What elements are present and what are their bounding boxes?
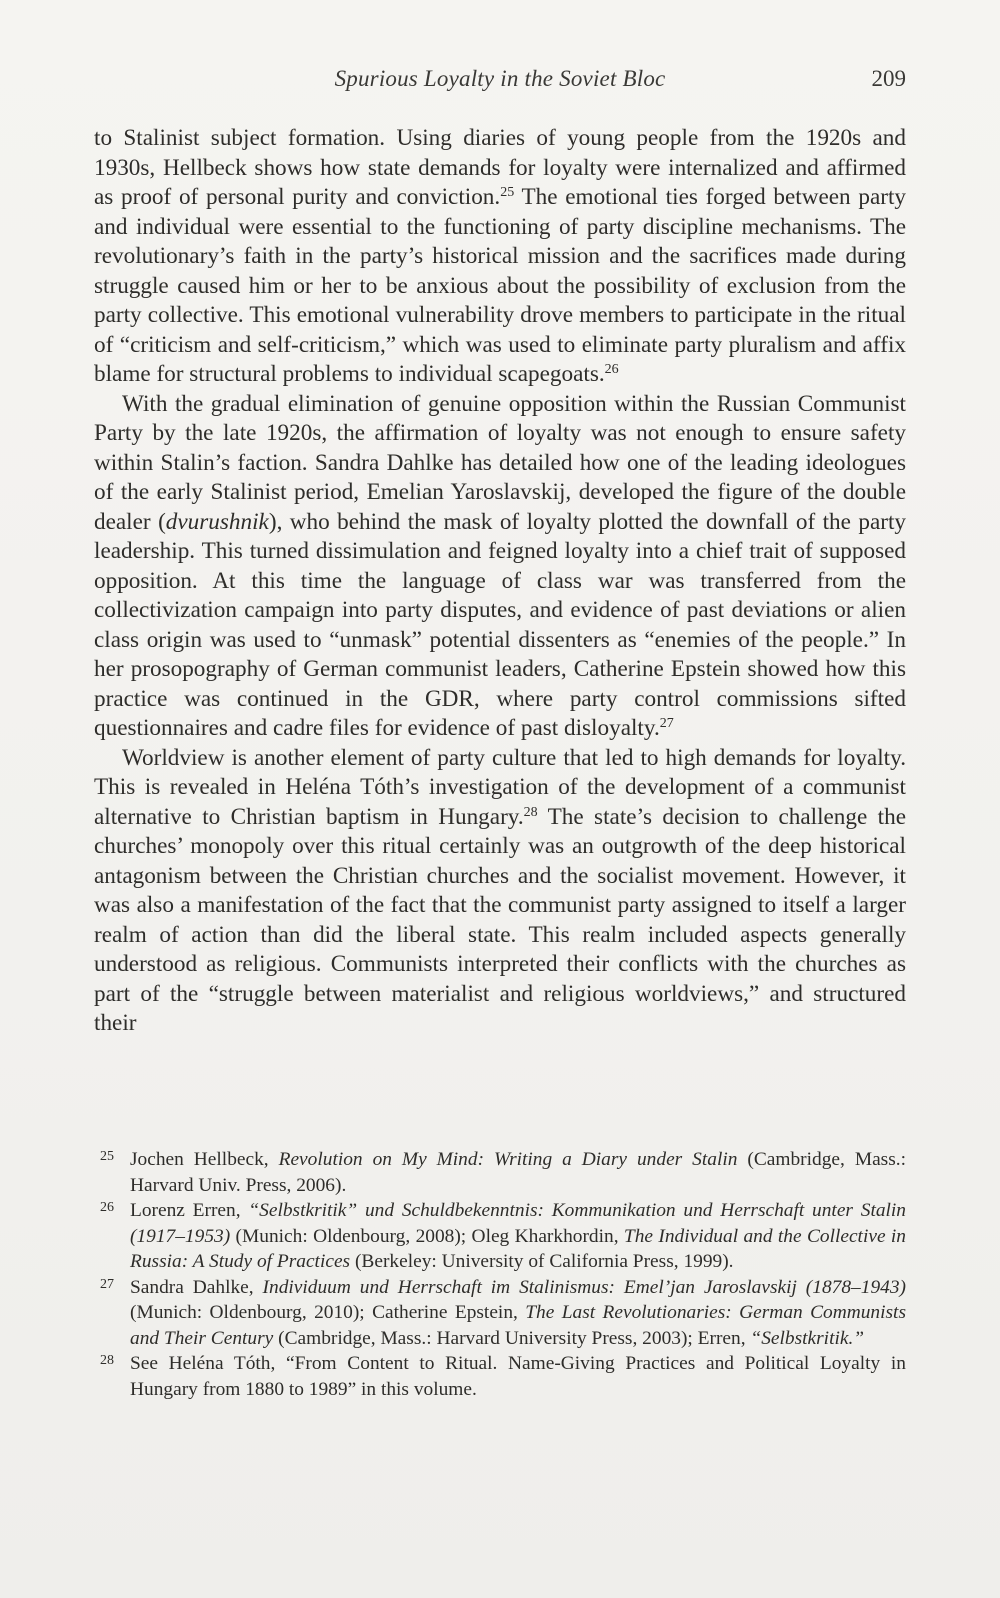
body-text	[94, 124, 906, 1039]
footnote-title: Revolution on My Mind: Writing a Diary under Stalin	[278, 1149, 738, 1170]
text-run: Worldview is another element of party culture that led to high demands for loyalty. This is revealed in Heléna Tóth’s investigation of the development of a communist alternative to Christian baptism in Hungary.	[94, 744, 906, 830]
footnote-25	[94, 1147, 906, 1198]
text-run: The state’s decision to challenge the churches’ monopoly over this ritual certainly was an outgrowth of the deep historical antagonism between the Christian churches and the socialist movement. However, it was also a manifestation of the fact that the communist party assigned to itself a larger realm of action than did the liberal state. This realm included aspects generally understood as religious. Communists interpreted their conflicts with the churches as part of the “struggle between materialist and religious worldviews,” and structured their	[94, 803, 906, 1036]
footnote-number: 26	[100, 1200, 114, 1215]
text-run: ), who behind the mask of loyalty plotted the downfall of the party leadership. This turned dissimulation and feigned loyalty into a chief trait of supposed opposition. At this time the language of class war was transferred from the collectivization campaign into party disputes, and evidence of past deviations or alien class origin was used to “unmask” potential dissenters as “enemies of the people.” In her prosopography of German communist leaders, Catherine Epstein showed how this practice was continued in the GDR, where party control commissions sifted questionnaires and cadre files for evidence of past disloyalty.	[94, 508, 906, 741]
footnote-title: The Last Revolutionaries: German Communists and Their Century	[130, 1302, 906, 1349]
footnote-text: (Cambridge, Mass.: Harvard University Press, 2003); Erren,	[273, 1327, 751, 1349]
footnote-title: The Individual and the Collective in Russia: A Study of Practices	[130, 1225, 906, 1272]
footnote-text: See Heléna Tóth, “From Content to Ritual. Name-Giving Practices and Political Loyalty in Hungary from 1880 to 1989” in this volume.	[130, 1353, 906, 1400]
footnote-text: Jochen Hellbeck,	[130, 1149, 279, 1170]
footnote-28	[94, 1351, 906, 1402]
footnote-title: Individuum und Herrschaft im Stalinismus: Emel’jan Jaroslavskij (1878–1943)	[262, 1276, 906, 1298]
text-run: With the gradual elimination of genuine opposition within the Russian Communist Party by the late 1920s, the affirmation of loyalty was not enough to ensure safety within Stalin’s faction. Sandra Dahlke has detailed how one of the leading ideologues of the early Stalinist period, Emelian Yaroslavskij, developed the figure of the double dealer (	[94, 390, 906, 535]
footnotes	[94, 1147, 906, 1402]
footnote-number: 28	[100, 1353, 114, 1368]
running-title: Spurious Loyalty in the Soviet Bloc	[334, 66, 666, 91]
footnote-title: “Selbstkritik.”	[750, 1327, 865, 1349]
footnote-ref-28: 28	[523, 804, 538, 820]
footnote-text: (Cambridge, Mass.: Harvard Univ. Press, 2006).	[130, 1149, 906, 1196]
running-head	[94, 66, 906, 102]
footnote-ref-26: 26	[604, 362, 619, 377]
text-run: The emotional ties forged between party and individual were essential to the functioning of party discipline mechanisms. The revolutionary’s faith in the party’s historical mission and the sacrifices made during struggle caused him or her to be anxious about the possibility of exclusion from the party collective. This emotional vulnerability drove members to participate in the ritual of “criticism and self-criticism,” which was used to eliminate party pluralism and affix blame for structural problems to individual scapegoats.	[94, 184, 906, 387]
footnote-title: “Selbstkritik” und Schuldbekenntnis: Kommunikation und Herrschaft unter Stalin (1917–1953)	[130, 1200, 906, 1247]
paragraph-2	[94, 390, 906, 744]
footnote-text: (Berkeley: University of California Press, 1999).	[350, 1251, 734, 1272]
text-run: to Stalinist subject formation. Using diaries of young people from the 1920s and 1930s, Hellbeck shows how state demands for loyalty were internalized and affirmed as proof of personal purity and conviction.	[94, 125, 906, 210]
footnote-text: Sandra Dahlke,	[130, 1276, 263, 1298]
footnote-ref-27: 27	[659, 716, 674, 731]
italic-term: dvurushnik	[165, 508, 269, 535]
footnote-ref-25: 25	[500, 185, 515, 200]
footnote-text: (Munich: Oldenbourg, 2008); Oleg Kharkhordin,	[230, 1225, 624, 1247]
footnote-text: (Munich: Oldenbourg, 2010); Catherine Epstein,	[130, 1302, 526, 1323]
footnote-number: 27	[100, 1276, 114, 1292]
footnote-text: Lorenz Erren,	[130, 1200, 249, 1221]
page-number: 209	[871, 66, 906, 91]
paragraph-3	[94, 744, 906, 1039]
footnote-27	[94, 1275, 906, 1352]
footnote-number: 25	[100, 1149, 114, 1164]
paragraph-1	[94, 124, 906, 390]
footnote-26	[94, 1198, 906, 1275]
